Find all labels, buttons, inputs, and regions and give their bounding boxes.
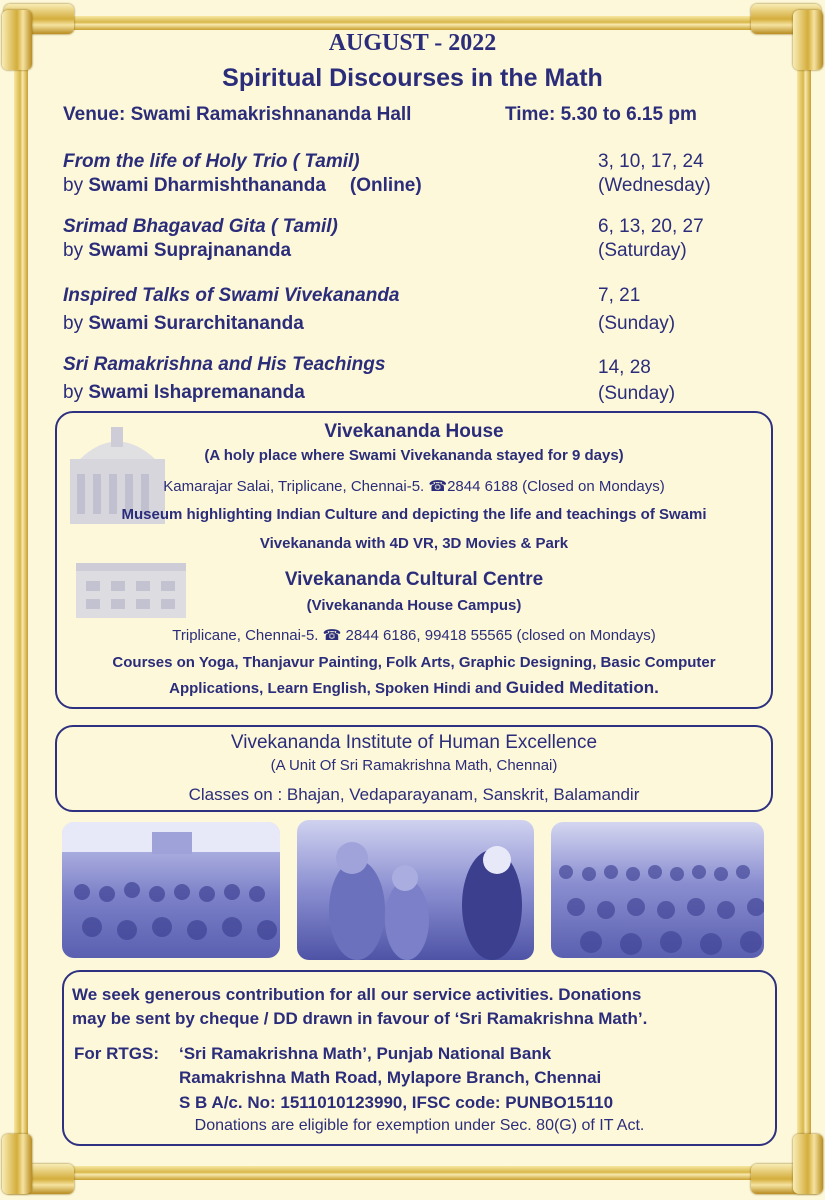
day-value: (Saturday) bbox=[598, 240, 687, 261]
audience-photo-1 bbox=[62, 822, 280, 958]
day-value: (Sunday) bbox=[598, 383, 676, 404]
speaker-name: Swami Suprajnananda bbox=[88, 240, 292, 261]
worship-photo bbox=[297, 820, 534, 960]
discourse-dates bbox=[598, 150, 711, 198]
centre-name: Vivekananda Cultural Centre bbox=[284, 569, 544, 590]
speaker-name: Swami Surarchitananda bbox=[88, 313, 304, 334]
house-desc-line1: Museum highlighting Indian Culture and depicting the life and teachings of Swami bbox=[121, 506, 707, 523]
house-address: Kamarajar Salai, Triplicane, Chennai-5. ☎2844 6188 (Closed on Mondays) bbox=[163, 478, 665, 495]
house-name: Vivekananda House bbox=[324, 421, 504, 442]
day-value: (Sunday) bbox=[598, 313, 676, 334]
time-text: Time: 5.30 to 6.15 pm bbox=[505, 104, 697, 125]
donation-line2: may be sent by cheque / DD drawn in favour of ‘Sri Ramakrishna Math’. bbox=[72, 1009, 648, 1028]
discourse-title: Srimad Bhagavad Gita ( Tamil) bbox=[63, 216, 338, 237]
rtgs-line1: ‘Sri Ramakrishna Math’, Punjab National Bank bbox=[179, 1044, 552, 1063]
discourse-item bbox=[63, 150, 422, 198]
by-label: by bbox=[63, 382, 89, 403]
by-label: by bbox=[63, 313, 89, 334]
discourse-note: (Online) bbox=[349, 175, 422, 196]
discourse-item bbox=[63, 215, 338, 263]
discourse-dates bbox=[598, 355, 675, 407]
discourse-item bbox=[63, 351, 385, 407]
centre-tagline: (Vivekananda House Campus) bbox=[306, 597, 522, 614]
discourse-title: Inspired Talks of Swami Vivekananda bbox=[63, 285, 400, 306]
exemption-note: Donations are eligible for exemption under Sec. 80(G) of IT Act. bbox=[194, 1117, 645, 1134]
centre-courses-line1: Courses on Yoga, Thanjavur Painting, Folk Arts, Graphic Designing, Basic Computer bbox=[112, 654, 716, 671]
vivekananda-house-box bbox=[55, 411, 773, 709]
by-label: by bbox=[63, 240, 89, 261]
dates-value: 6, 13, 20, 27 bbox=[598, 216, 704, 237]
speaker-name: Swami Ishapremananda bbox=[88, 382, 305, 403]
institute-unit: (A Unit Of Sri Ramakrishna Math, Chennai) bbox=[270, 757, 558, 774]
speaker-name: Swami Dharmishthananda bbox=[88, 175, 326, 196]
discourse-title: Sri Ramakrishna and His Teachings bbox=[63, 354, 386, 375]
donation-box bbox=[62, 970, 777, 1146]
page-subtitle: Spiritual Discourses in the Math bbox=[222, 64, 603, 92]
dates-value: 3, 10, 17, 24 bbox=[598, 151, 704, 172]
rtgs-label: For RTGS: bbox=[74, 1044, 159, 1063]
venue-text: Venue: Swami Ramakrishnananda Hall bbox=[63, 104, 412, 125]
donation-line1: We seek generous contribution for all our service activities. Donations bbox=[72, 985, 642, 1004]
house-desc-line2: Vivekananda with 4D VR, 3D Movies & Park bbox=[259, 535, 569, 552]
house-tagline: (A holy place where Swami Vivekananda stayed for 9 days) bbox=[204, 447, 624, 464]
institute-name: Vivekananda Institute of Human Excellence bbox=[230, 732, 598, 753]
discourse-dates bbox=[598, 215, 704, 263]
institute-box bbox=[55, 725, 773, 812]
day-value: (Wednesday) bbox=[598, 175, 711, 196]
discourse-item bbox=[63, 282, 400, 338]
rtgs-line3: S B A/c. No: 1511010123990, IFSC code: PUNBO15110 bbox=[179, 1093, 614, 1112]
dates-value: 7, 21 bbox=[598, 285, 641, 306]
audience-photo-2 bbox=[551, 822, 764, 958]
dates-value: 14, 28 bbox=[598, 357, 651, 378]
by-label: by bbox=[63, 175, 89, 196]
institute-classes: Classes on : Bhajan, Vedaparayanam, Sanskrit, Balamandir bbox=[188, 785, 640, 804]
discourse-title: From the life of Holy Trio ( Tamil) bbox=[63, 151, 360, 172]
discourse-dates bbox=[598, 282, 675, 338]
rtgs-line2: Ramakrishna Math Road, Mylapore Branch, Chennai bbox=[179, 1068, 602, 1087]
page-title: AUGUST - 2022 bbox=[328, 30, 497, 56]
centre-address: Triplicane, Chennai-5. ☎ 2844 6186, 99418 55565 (closed on Mondays) bbox=[172, 627, 656, 644]
centre-courses-line2: Applications, Learn English, Spoken Hindi and Guided Meditation. bbox=[169, 678, 659, 697]
